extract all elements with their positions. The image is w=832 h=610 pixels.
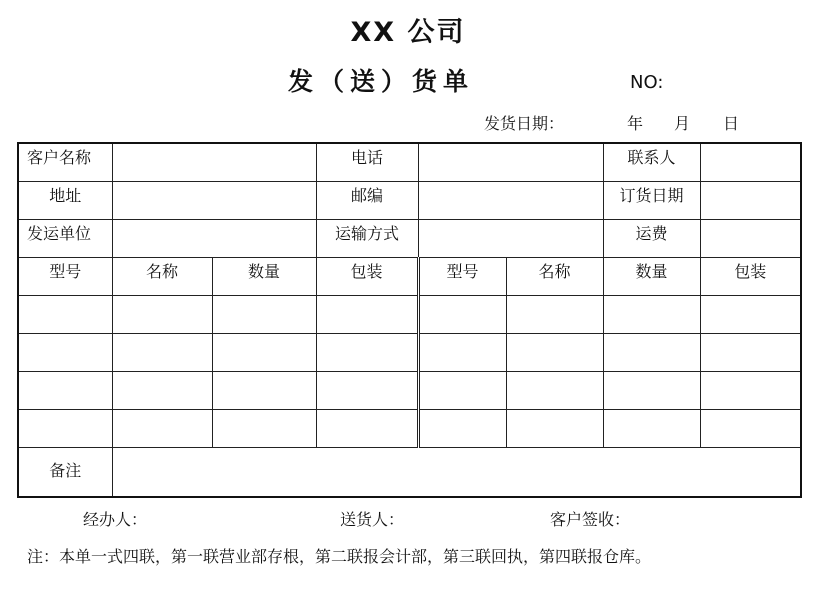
- freight-label: 运费: [603, 220, 700, 258]
- contact-field[interactable]: [700, 143, 801, 182]
- phone-label: 电话: [316, 143, 418, 182]
- info-row-shipping: [18, 220, 801, 258]
- delivery-form-table: [17, 142, 802, 498]
- address-field[interactable]: [112, 182, 316, 220]
- item-cell[interactable]: [212, 410, 316, 448]
- info-row-customer: [18, 143, 801, 182]
- year-label: 年: [627, 114, 644, 133]
- item-cell[interactable]: [316, 334, 418, 372]
- order-date-label: 订货日期: [603, 182, 700, 220]
- item-cell[interactable]: [112, 334, 212, 372]
- model-header: 型号: [418, 258, 506, 296]
- name-header: 名称: [506, 258, 603, 296]
- postcode-field[interactable]: [418, 182, 603, 220]
- transport-method-label: 运输方式: [316, 220, 418, 258]
- item-cell[interactable]: [316, 296, 418, 334]
- customer-signature-label: 客户签收：: [550, 510, 631, 529]
- ship-date-label: 发货日期：: [484, 114, 565, 133]
- item-cell[interactable]: [18, 296, 112, 334]
- item-cell[interactable]: [700, 334, 801, 372]
- freight-field[interactable]: [700, 220, 801, 258]
- info-row-address: [18, 182, 801, 220]
- shipping-unit-label: 发运单位: [18, 220, 112, 258]
- postcode-label: 邮编: [316, 182, 418, 220]
- day-label: 日: [723, 114, 740, 133]
- address-label: 地址: [18, 182, 112, 220]
- item-cell[interactable]: [316, 410, 418, 448]
- item-row: [18, 410, 801, 448]
- item-cell[interactable]: [603, 410, 700, 448]
- item-cell[interactable]: [212, 372, 316, 410]
- item-cell[interactable]: [418, 410, 506, 448]
- quantity-header: 数量: [603, 258, 700, 296]
- item-cell[interactable]: [18, 410, 112, 448]
- phone-field[interactable]: [418, 143, 603, 182]
- name-header: 名称: [112, 258, 212, 296]
- item-cell[interactable]: [603, 334, 700, 372]
- item-cell[interactable]: [112, 410, 212, 448]
- item-cell[interactable]: [506, 410, 603, 448]
- item-row: [18, 334, 801, 372]
- transport-method-field[interactable]: [418, 220, 603, 258]
- order-date-field[interactable]: [700, 182, 801, 220]
- item-cell[interactable]: [506, 334, 603, 372]
- item-cell[interactable]: [603, 372, 700, 410]
- company-name: XX 公司: [350, 17, 466, 48]
- item-cell[interactable]: [18, 372, 112, 410]
- month-label: 月: [674, 114, 691, 133]
- item-cell[interactable]: [603, 296, 700, 334]
- item-cell[interactable]: [700, 410, 801, 448]
- customer-name-label: 客户名称: [18, 143, 112, 182]
- remark-label: 备注: [18, 448, 112, 498]
- item-header-row: [18, 258, 801, 296]
- handler-label: 经办人：: [83, 510, 148, 529]
- item-cell[interactable]: [506, 372, 603, 410]
- item-cell[interactable]: [700, 372, 801, 410]
- remark-row: [18, 448, 801, 498]
- quantity-header: 数量: [212, 258, 316, 296]
- item-cell[interactable]: [418, 334, 506, 372]
- document-title: 发（送）货单: [288, 67, 475, 96]
- packaging-header: 包装: [316, 258, 418, 296]
- item-row: [18, 296, 801, 334]
- item-cell[interactable]: [506, 296, 603, 334]
- shipping-unit-field[interactable]: [112, 220, 316, 258]
- item-cell[interactable]: [700, 296, 801, 334]
- item-cell[interactable]: [418, 296, 506, 334]
- item-cell[interactable]: [112, 372, 212, 410]
- remark-field[interactable]: [112, 448, 801, 498]
- form-note: 注：本单一式四联，第一联营业部存根，第二联报会计部，第三联回执，第四联报仓库。: [27, 547, 652, 566]
- item-row: [18, 372, 801, 410]
- item-cell[interactable]: [112, 296, 212, 334]
- item-cell[interactable]: [316, 372, 418, 410]
- item-cell[interactable]: [418, 372, 506, 410]
- customer-name-field[interactable]: [112, 143, 316, 182]
- contact-label: 联系人: [603, 143, 700, 182]
- packaging-header: 包装: [700, 258, 801, 296]
- item-cell[interactable]: [212, 296, 316, 334]
- item-cell[interactable]: [18, 334, 112, 372]
- item-cell[interactable]: [212, 334, 316, 372]
- deliverer-label: 送货人：: [340, 510, 405, 529]
- document-number-label: NO:: [630, 72, 664, 93]
- model-header: 型号: [18, 258, 112, 296]
